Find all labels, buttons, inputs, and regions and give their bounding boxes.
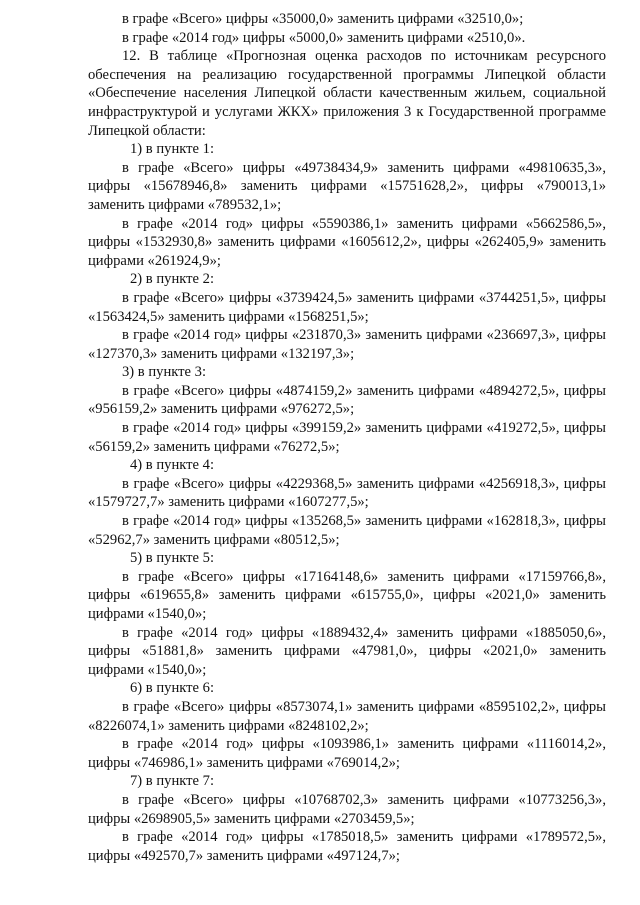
subitem-2-heading: 2) в пункте 2: (130, 271, 215, 288)
subitem-3-2014: в графе «2014 год» цифры «399159,2» заменить цифрами «419272,5», цифры «56159,2» заменить цифрами «76272,5»; (88, 420, 606, 455)
subitem-7-total: в графе «Всего» цифры «10768702,3» заменить цифрами «10773256,3», цифры «2698905,5» заменить цифрами «2703459,5»; (88, 791, 606, 827)
subitem-7-2014: в графе «2014 год» цифры «1785018,5» заменить цифрами «1789572,5», цифры «492570,7» заменить цифрами «497124,7»; (88, 829, 606, 864)
subitem-4-2014: в графе «2014 год» цифры «135268,5» заменить цифрами «162818,3», цифры «52962,7» заменить цифрами «80512,5»; (88, 513, 606, 548)
subitem-5-total: в графе «Всего» цифры «17164148,6» заменить цифрами «17159766,8», цифры «619655,8» заменить цифрами «615755,0», цифры «2021,0» заменить цифрами «1540,0»; (88, 568, 606, 622)
subitem-5-heading: 5) в пункте 5: (130, 550, 215, 567)
subitem-1-total: в графе «Всего» цифры «49738434,9» заменить цифрами «49810635,3», цифры «15678946,8» заменить цифрами «15751628,2», цифры «790013,1» заменить цифрами «789532,1»; (88, 159, 606, 213)
subitem-5-2014: в графе «2014 год» цифры «1889432,4» заменить цифрами «1885050,6», цифры «51881,8» заменить цифрами «47981,0», цифры «2021,0» заменить цифрами «1540,0»; (88, 624, 606, 678)
subitem-2-total: в графе «Всего» цифры «3739424,5» заменить цифрами «3744251,5», цифры «1563424,5» заменить цифрами «1568251,5»; (88, 289, 606, 325)
subitem-6-total: в графе «Всего» цифры «8573074,1» заменить цифрами «8595102,2», цифры «8226074,1» заменить цифрами «8248102,2»; (88, 698, 606, 734)
subitem-6-heading: 6) в пункте 6: (130, 680, 215, 697)
subitem-6-2014: в графе «2014 год» цифры «1093986,1» заменить цифрами «1116014,2», цифры «746986,1» заменить цифрами «769014,2»; (88, 736, 606, 771)
paragraph-item-12-intro: 12. В таблице «Прогнозная оценка расходов по источникам ресурсного обеспечения на реализацию государственной программы Липецкой области «Обеспечение населения Липецкой области качественным жильем, социальной инфраструктурой и услугами ЖКХ» приложения 3 к Государственной программе Липецкой области: (88, 48, 606, 139)
subitem-1-2014: в графе «2014 год» цифры «5590386,1» заменить цифрами «5662586,5», цифры «1532930,8» заменить цифрами «1605612,2», цифры «262405,9» заменить цифрами «261924,9»; (88, 215, 606, 269)
subitem-2-2014: в графе «2014 год» цифры «231870,3» заменить цифрами «236697,3», цифры «127370,3» заменить цифрами «132197,3»; (88, 327, 606, 362)
subitem-1-heading: 1) в пункте 1: (130, 141, 215, 158)
subitem-4-total: в графе «Всего» цифры «4229368,5» заменить цифрами «4256918,3», цифры «1579727,7» заменить цифрами «1607277,5»; (88, 475, 606, 511)
subitem-3-heading: 3) в пункте 3: (122, 364, 207, 381)
paragraph-2014-replacement: в графе «2014 год» цифры «5000,0» заменить цифрами «2510,0». (122, 29, 526, 46)
subitem-3-total: в графе «Всего» цифры «4874159,2» заменить цифрами «4894272,5», цифры «956159,2» заменить цифрами «976272,5»; (88, 382, 606, 418)
paragraph-total-replacement: в графе «Всего» цифры «35000,0» заменить цифрами «32510,0»; (122, 11, 524, 27)
document-page (88, 10, 606, 865)
subitem-7-heading: 7) в пункте 7: (130, 773, 215, 790)
subitem-4-heading: 4) в пункте 4: (130, 457, 215, 474)
